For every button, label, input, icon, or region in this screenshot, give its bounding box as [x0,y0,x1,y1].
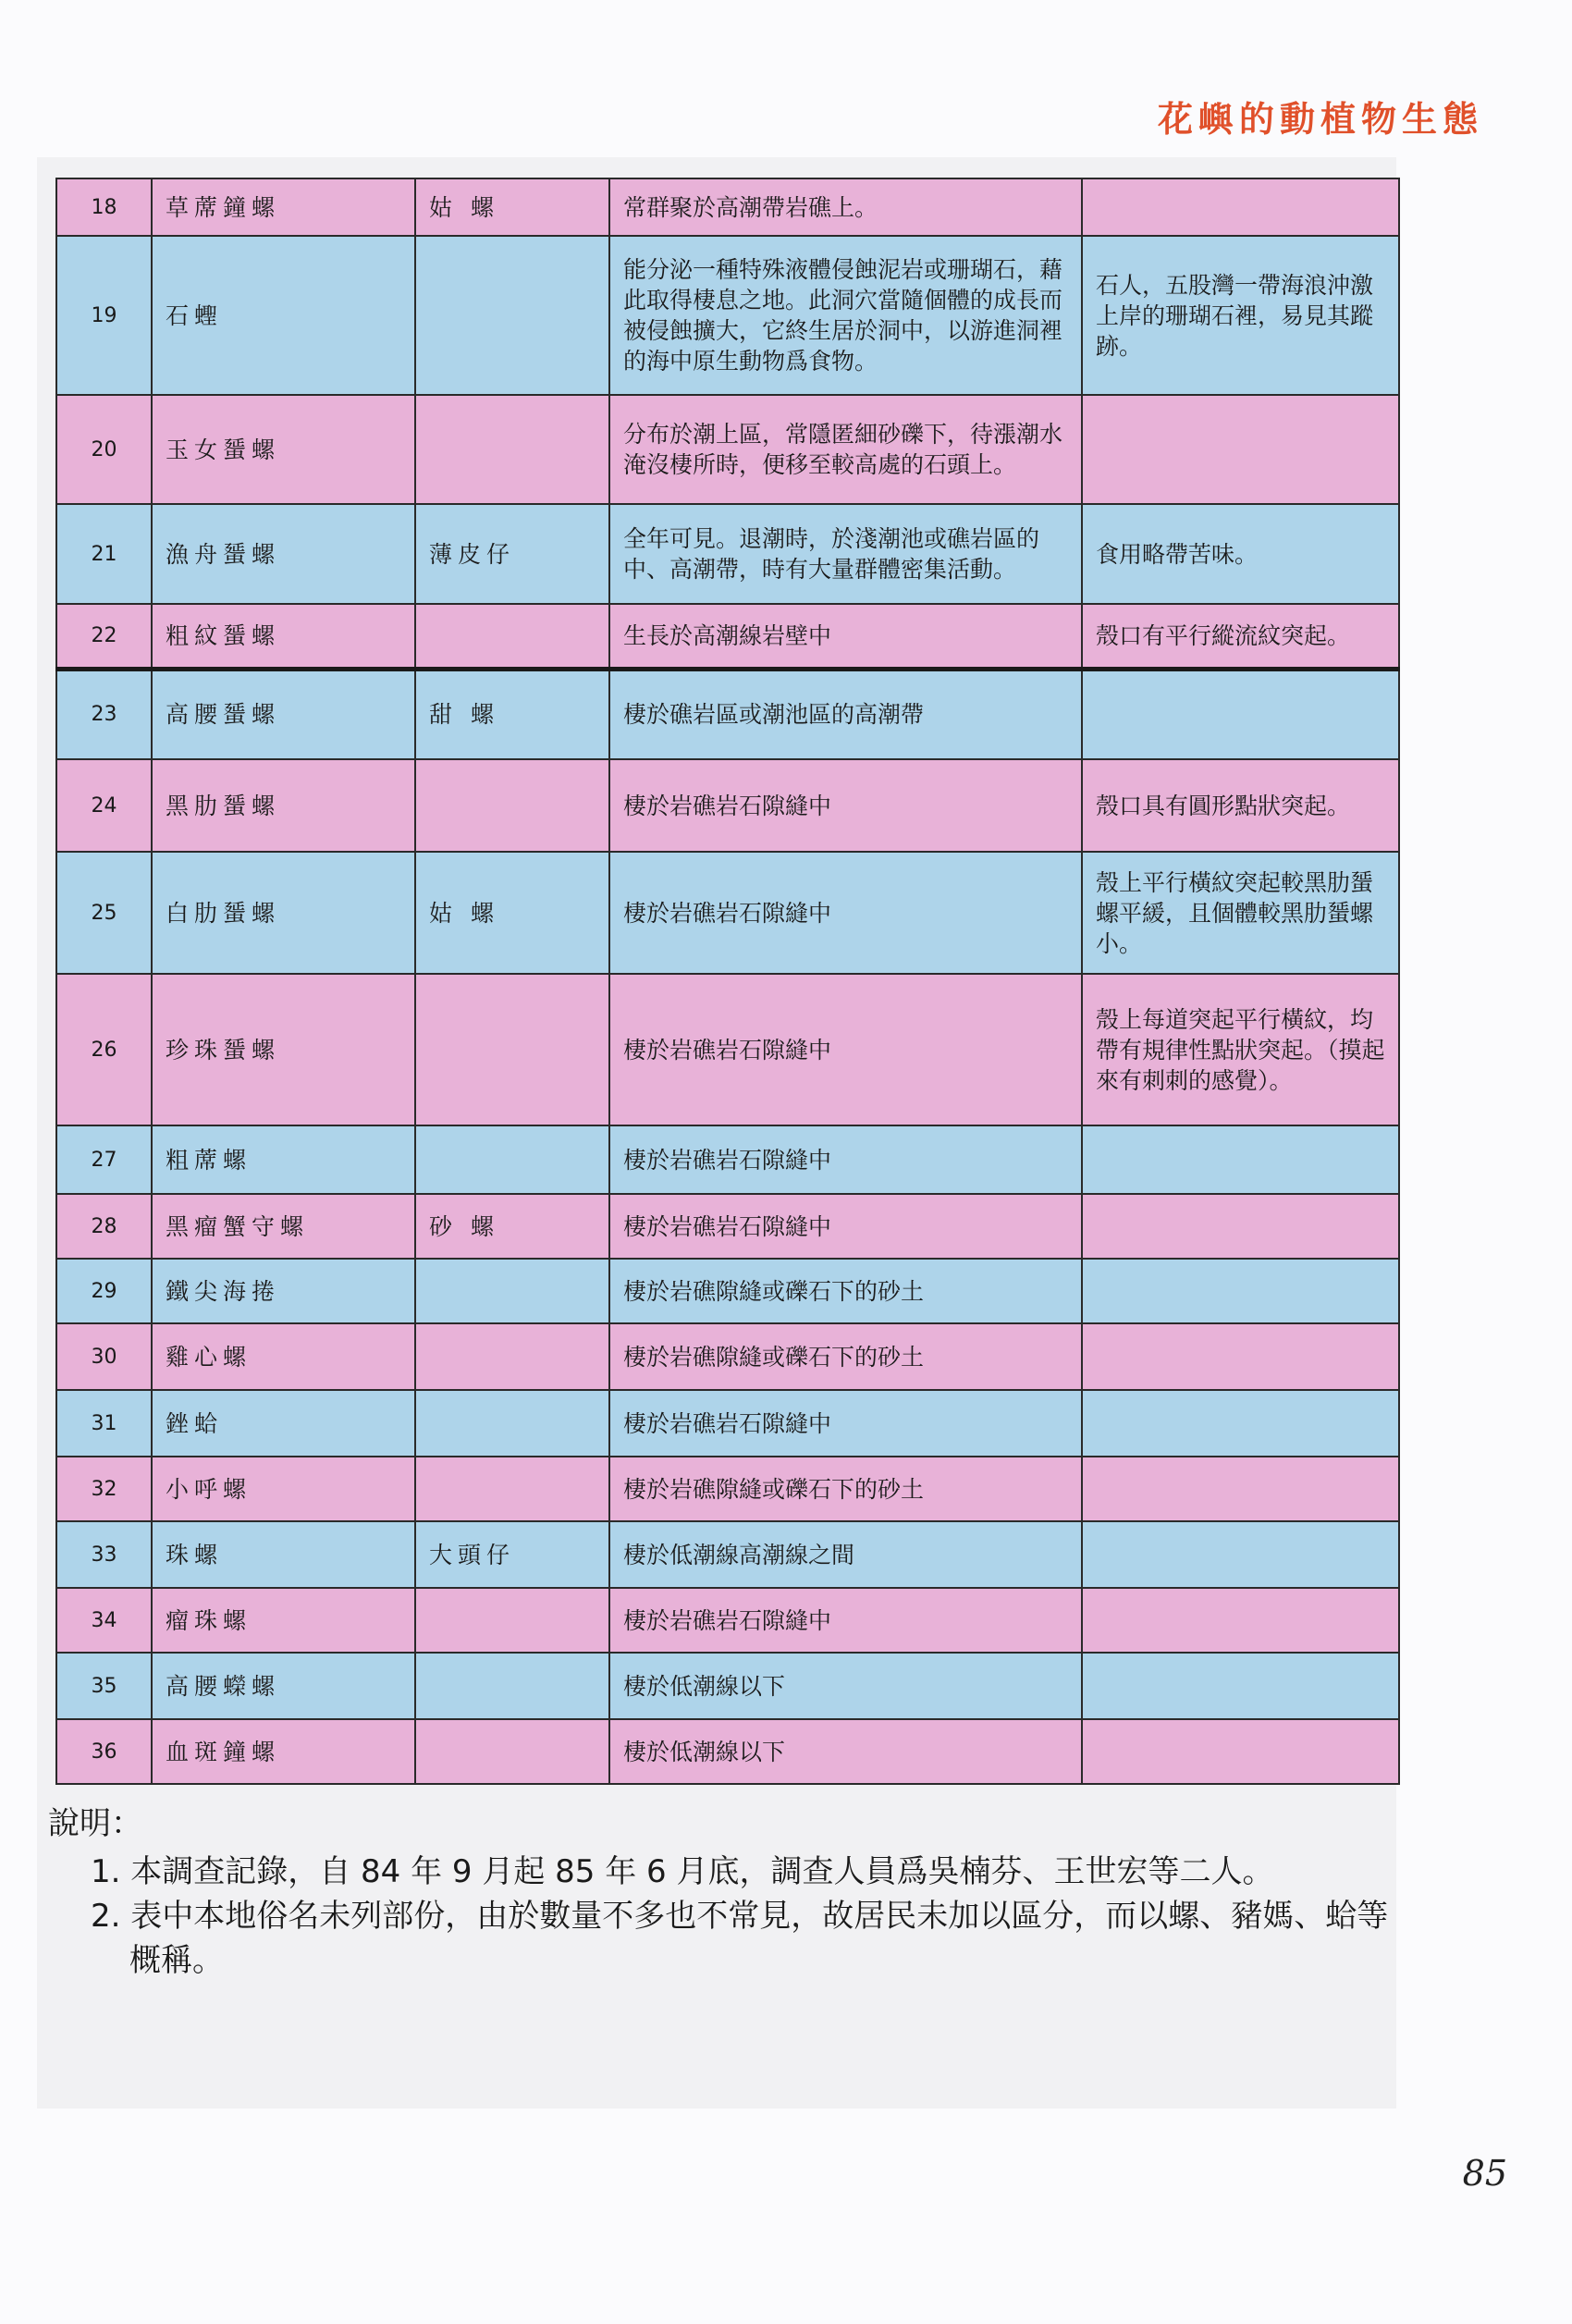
table-row [56,974,1399,1125]
species-name: 草蓆鐘螺 [152,178,415,236]
local-name [415,1719,609,1784]
remark [1082,1125,1399,1194]
species-name: 黑肋蜑螺 [152,759,415,852]
species-name: 高腰蠑螺 [152,1653,415,1719]
remark: 殼上平行橫紋突起較黑肋蜑螺平緩，且個體較黑肋蜑螺小。 [1082,852,1399,974]
local-name: 甜 螺 [415,669,609,759]
habitat: 棲於礁岩區或潮池區的高潮帶 [609,669,1082,759]
row-number: 26 [56,974,152,1125]
table-row [56,1457,1399,1521]
remark [1082,1457,1399,1521]
habitat: 棲於低潮線以下 [609,1653,1082,1719]
table-row [56,236,1399,395]
row-number: 32 [56,1457,152,1521]
row-number: 34 [56,1588,152,1653]
habitat: 棲於岩礁岩石隙縫中 [609,852,1082,974]
row-number: 18 [56,178,152,236]
remark: 殼口具有圓形點狀突起。 [1082,759,1399,852]
note-item: 1. 本調查記錄，自 84 年 9 月起 85 年 6 月底，調查人員爲吳楠芬、王世宏等二人。 [91,1853,1274,1890]
habitat: 棲於岩礁岩石隙縫中 [609,1194,1082,1259]
note-item: 2. 表中本地俗名未列部份，由於數量不多也不常見，故居民未加以區分，而以螺、豬媽、蛤等概稱。 [91,1898,1389,1979]
habitat: 常群聚於高潮帶岩礁上。 [609,178,1082,236]
species-name: 漁舟蜑螺 [152,504,415,604]
remark [1082,178,1399,236]
habitat: 分布於潮上區，常隱匿細砂礫下，待漲潮水淹沒棲所時，便移至較高處的石頭上。 [609,395,1082,504]
table-row [56,604,1399,669]
table-row [56,178,1399,236]
remark [1082,1194,1399,1259]
notes [48,1801,1407,1983]
row-number: 28 [56,1194,152,1259]
local-name [415,1390,609,1457]
local-name [415,974,609,1125]
table-row [56,1390,1399,1457]
remark: 殼口有平行縱流紋突起。 [1082,604,1399,669]
species-name: 雞心螺 [152,1323,415,1390]
habitat: 棲於岩礁岩石隙縫中 [609,1125,1082,1194]
habitat: 棲於岩礁岩石隙縫中 [609,1588,1082,1653]
habitat: 棲於岩礁隙縫或礫石下的砂土 [609,1259,1082,1323]
remark [1082,1390,1399,1457]
local-name [415,395,609,504]
table-row [56,395,1399,504]
row-number: 27 [56,1125,152,1194]
species-name: 銼蛤 [152,1390,415,1457]
remark [1082,1588,1399,1653]
local-name [415,759,609,852]
table-row [56,852,1399,974]
remark [1082,1653,1399,1719]
table-row [56,1719,1399,1784]
habitat: 棲於岩礁岩石隙縫中 [609,974,1082,1125]
local-name [415,1457,609,1521]
remark [1082,395,1399,504]
table-row [56,1588,1399,1653]
local-name: 大頭仔 [415,1521,609,1588]
row-number: 31 [56,1390,152,1457]
local-name [415,1653,609,1719]
table-row [56,1653,1399,1719]
local-name: 薄皮仔 [415,504,609,604]
row-number: 22 [56,604,152,669]
row-number: 36 [56,1719,152,1784]
remark [1082,1323,1399,1390]
species-name: 黑瘤蟹守螺 [152,1194,415,1259]
local-name [415,604,609,669]
remark: 食用略帶苦味。 [1082,504,1399,604]
row-number: 24 [56,759,152,852]
habitat: 棲於低潮線以下 [609,1719,1082,1784]
local-name [415,236,609,395]
remark: 石人，五股灣一帶海浪沖激上岸的珊瑚石裡，易見其蹤跡。 [1082,236,1399,395]
row-number: 30 [56,1323,152,1390]
notes-title: 說明： [48,1805,142,1842]
table-row [56,759,1399,852]
species-name: 瘤珠螺 [152,1588,415,1653]
species-name: 血斑鐘螺 [152,1719,415,1784]
local-name: 砂 螺 [415,1194,609,1259]
species-name: 珍珠蜑螺 [152,974,415,1125]
remark [1082,1259,1399,1323]
species-table [55,178,1400,1785]
habitat: 棲於岩礁岩石隙縫中 [609,759,1082,852]
habitat: 全年可見。退潮時，於淺潮池或礁岩區的中、高潮帶，時有大量群體密集活動。 [609,504,1082,604]
habitat: 棲於低潮線高潮線之間 [609,1521,1082,1588]
species-name: 高腰蜑螺 [152,669,415,759]
species-name: 鐵尖海捲 [152,1259,415,1323]
table-row [56,504,1399,604]
species-name: 小呼螺 [152,1457,415,1521]
local-name [415,1259,609,1323]
table-row [56,1259,1399,1323]
local-name [415,1588,609,1653]
running-head: 花嶼的動植物生態 [1157,99,1483,140]
species-name: 粗紋蜑螺 [152,604,415,669]
species-name: 石蟶 [152,236,415,395]
remark [1082,1521,1399,1588]
habitat: 生長於高潮線岩壁中 [609,604,1082,669]
row-number: 35 [56,1653,152,1719]
row-number: 33 [56,1521,152,1588]
table-row [56,1323,1399,1390]
remark [1082,1719,1399,1784]
habitat: 棲於岩礁岩石隙縫中 [609,1390,1082,1457]
species-name: 玉女蜑螺 [152,395,415,504]
row-number: 25 [56,852,152,974]
page-number: 85 [1462,2153,1507,2194]
local-name [415,1125,609,1194]
local-name: 姑 螺 [415,852,609,974]
table-row [56,669,1399,759]
species-name: 粗蓆螺 [152,1125,415,1194]
row-number: 23 [56,669,152,759]
habitat: 棲於岩礁隙縫或礫石下的砂土 [609,1323,1082,1390]
row-number: 21 [56,504,152,604]
species-name: 白肋蜑螺 [152,852,415,974]
habitat: 棲於岩礁隙縫或礫石下的砂土 [609,1457,1082,1521]
habitat: 能分泌一種特殊液體侵蝕泥岩或珊瑚石，藉此取得棲息之地。此洞穴當隨個體的成長而被侵蝕擴大，它終生居於洞中，以游進洞裡的海中原生動物爲食物。 [609,236,1082,395]
row-number: 29 [56,1259,152,1323]
table-row [56,1194,1399,1259]
table-row [56,1125,1399,1194]
species-name: 珠螺 [152,1521,415,1588]
remark: 殼上每道突起平行橫紋，均帶有規律性點狀突起。（摸起來有刺刺的感覺）。 [1082,974,1399,1125]
row-number: 19 [56,236,152,395]
remark [1082,669,1399,759]
local-name [415,1323,609,1390]
row-number: 20 [56,395,152,504]
table-row [56,1521,1399,1588]
local-name: 姑 螺 [415,178,609,236]
